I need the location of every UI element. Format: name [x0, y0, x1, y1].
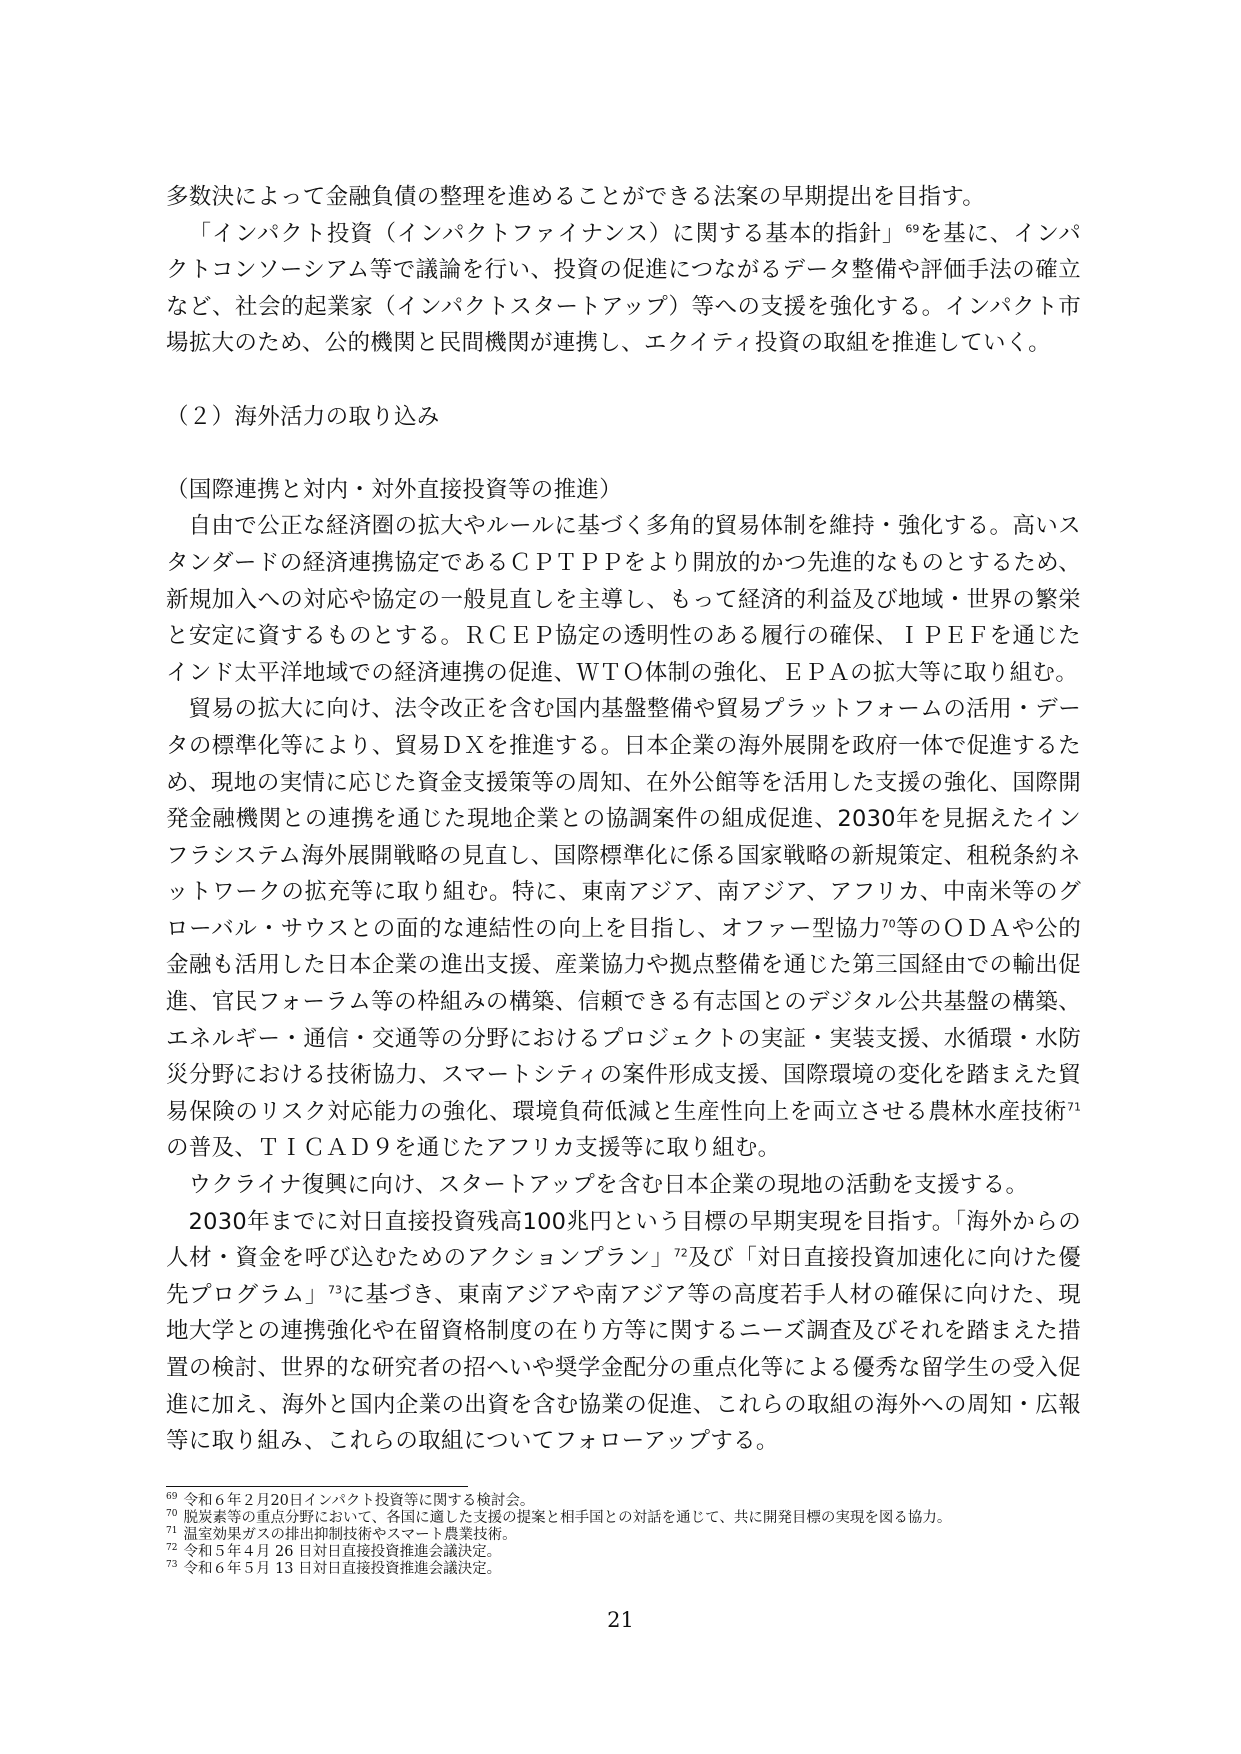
page-number: 21	[607, 1608, 634, 1632]
section-heading: （２）海外活力の取り込み	[166, 403, 440, 430]
paragraph-ukraine: ウクライナ復興に向け、スタートアップを含む日本企業の現地の活動を支援する。	[188, 1172, 1029, 1199]
footnote-ref-70[interactable]: 70	[881, 917, 896, 931]
footnote-divider	[166, 1486, 468, 1487]
body-text	[166, 179, 1081, 1460]
paragraph-free-trade: 自由で公正な経済圏の拡大やルールに基づく多角的貿易体制を維持・強化する。高いスタンダードの経済連携協定であるＣＰＴＰＰをより開放的かつ先進的なものとするため、新規加入への対応や協定の一般見直しを主導し、もって経済的利益及び地域・世界の繁栄と安定に資するものとする。ＲＣＥＰ協定の透明性のある履行の確保、ＩＰＥＦを通じたインド太平洋地域での経済連携の促進、ＷＴＯ体制の強化、ＥＰＡの拡大等に取り組む。	[166, 513, 1081, 686]
paragraph-trade-expansion: 貿易の拡大に向け、法令改正を含む国内基盤整備や貿易プラットフォームの活用・データの標準化等により、貿易ＤＸを推進する。日本企業の海外展開を政府一体で促進するため、現地の実情に応じた資金支援策等の周知、在外公館等を活用した支援の強化、国際開発金融機関との連携を通じた現地企業との協調案件の組成促進、2030年を見据えたインフラシステム海外展開戦略の見直し、国際標準化に係る国家戦略の新規策定、租税条約ネットワークの拡充等に取り組む。特に、東南アジア、南アジア、アフリカ、中南米等のグローバル・サウスとの面的な連結性の向上を目指し、オファー型協力$^{70}$等のＯＤＡや公的金融も活用した日本企業の進出支援、産業協力や拠点整備を通じた第三国経由での輸出促進、官民フォーラム等の枠組みの構築、信頼できる有志国とのデジタル公共基盤の構築、エネルギー・通信・交通等の分野におけるプロジェクトの実証・実装支援、水循環・水防災分野における技術協力、スマートシティの案件形成支援、国際環境の変化を踏まえた貿易保険のリスク対応能力の強化、環境負荷低減と生産性向上を両立させる農林水産技術$^{71}$の普及、ＴＩＣＡＤ９を通じたアフリカ支援等に取り組む。	[166, 696, 1081, 1162]
paragraph-fdi-target: 2030年までに対日直接投資残高100兆円という目標の早期実現を目指す。「海外からの人材・資金を呼び込むためのアクションプラン」$^{72}$及び「対日直接投資加速化に向けた優先プログラム」$^{73}$に基づき、東南アジアや南アジア等の高度若手人材の確保に向けた、現地大学との連携強化や在留資格制度の在り方等に関するニーズ調査及びそれを踏まえた措置の検討、世界的な研究者の招へいや奨学金配分の重点化等による優秀な留学生の受入促進に加え、海外と国内企業の出資を含む協業の促進、これらの取組の海外への周知・広報等に取り組み、これらの取組についてフォローアップする。	[166, 1208, 1081, 1455]
footnote-70: $^{70}$ 脱炭素等の重点分野において、各国に適した支援の提案と相手国との対話を通じて、共に開発目標の実現を図る協力。	[166, 1509, 952, 1526]
footnote-69: $^{69}$ 令和６年２月20日インパクト投資等に関する検討会。	[166, 1492, 535, 1509]
footnote-73: $^{73}$ 令和６年５月 13 日対日直接投資推進会議決定。	[166, 1560, 502, 1577]
footnote-ref-69[interactable]: 69	[905, 222, 920, 236]
paragraph-continuation: 多数決によって金融負債の整理を進めることができる法案の早期提出を目指す。	[166, 184, 986, 210]
paragraph-impact-investment: 「インパクト投資（インパクトファイナンス）に関する基本的指針」$^{69}$を基に、インパクトコンソーシアム等で議論を行い、投資の促進につながるデータ整備や評価手法の確立など、社会的起業家（インパクトスタートアップ）等への支援を強化する。インパクト市場拡大のため、公的機関と民間機関が連携し、エクイティ投資の取組を推進していく。	[166, 220, 1081, 357]
footnote-ref-71[interactable]: 71	[1067, 1100, 1081, 1114]
footnote-ref-73[interactable]: 73	[328, 1283, 343, 1297]
footnote-71: $^{71}$ 温室効果ガスの排出抑制技術やスマート農業技術。	[166, 1526, 517, 1543]
footnotes	[166, 1493, 1086, 1578]
footnote-ref-72[interactable]: 72	[673, 1246, 688, 1260]
footnote-72: $^{72}$ 令和５年４月 26 日対日直接投資推進会議決定。	[166, 1543, 502, 1560]
subsection-heading: （国際連携と対内・対外直接投資等の推進）	[166, 476, 623, 503]
